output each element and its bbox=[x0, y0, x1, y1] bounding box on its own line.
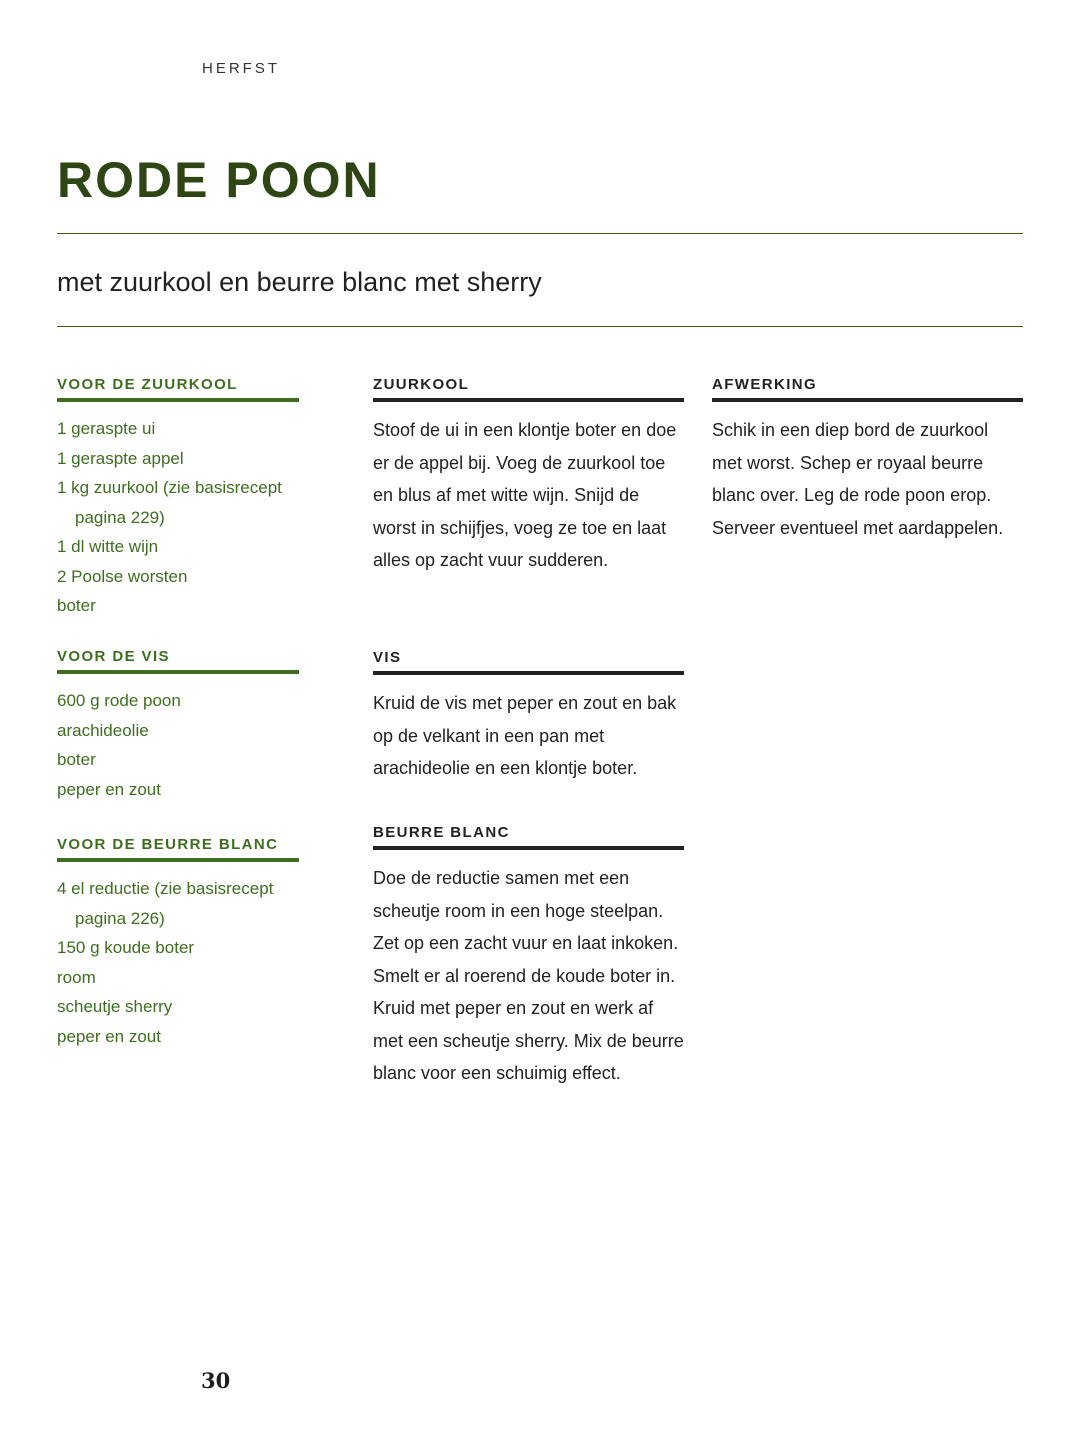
ingredient-item: room bbox=[57, 967, 96, 987]
ingredient-group-heading: VOOR DE BEURRE BLANC bbox=[57, 836, 299, 862]
recipe-subtitle: met zuurkool en beurre blanc met sherry bbox=[57, 267, 542, 297]
ingredient-group-zuurkool bbox=[57, 376, 299, 648]
ingredient-item: scheutje sherry bbox=[57, 997, 173, 1016]
ingredient-group-heading: VOOR DE ZUURKOOL bbox=[57, 376, 299, 402]
subtitle-divider bbox=[57, 326, 1023, 327]
ingredient-item: peper en zout bbox=[57, 779, 161, 799]
finish-heading: AFWERKING bbox=[712, 376, 1023, 402]
title-divider bbox=[57, 233, 1023, 234]
ingredient-item: 1 kg zuurkool (zie basisrecept pagina 229) bbox=[57, 478, 282, 527]
step-heading: BEURRE BLANC bbox=[373, 824, 684, 850]
ingredient-item: peper en zout bbox=[57, 1026, 161, 1046]
step-heading: ZUURKOOL bbox=[373, 376, 684, 402]
step-text: Stoof de ui in een klontje boter en doe er de appel bij. Voeg de zuurkool toe en blus af met witte wijn. Snijd de worst in schijfjes, voeg ze toe en laat alles op zacht vuur sudderen. bbox=[373, 420, 677, 570]
finish-column bbox=[712, 376, 1023, 544]
finish-text: Schik in een diep bord de zuurkool met worst. Schep er royaal beurre blanc over. Leg de rode poon erop. Serveer eventueel met aardappelen. bbox=[712, 420, 1004, 538]
section-label: HERFST bbox=[202, 60, 280, 77]
ingredient-item: 2 Poolse worsten bbox=[57, 566, 188, 586]
ingredient-group-heading: VOOR DE VIS bbox=[57, 648, 299, 674]
ingredient-item: 1 geraspte ui bbox=[57, 419, 156, 438]
ingredient-item: boter bbox=[57, 750, 96, 769]
ingredient-group-beurre-blanc bbox=[57, 836, 299, 1051]
step-vis bbox=[373, 649, 684, 824]
step-beurre-blanc bbox=[373, 824, 684, 1090]
ingredient-item: arachideolie bbox=[57, 720, 149, 740]
ingredient-item: 1 dl witte wijn bbox=[57, 537, 159, 556]
ingredients-column bbox=[57, 376, 299, 1051]
ingredient-list bbox=[57, 414, 299, 621]
step-text: Kruid de vis met peper en zout en bak op de velkant in een pan met arachideolie en een klontje boter. bbox=[373, 693, 677, 778]
recipe-title: RODE POON bbox=[57, 152, 381, 208]
method-column bbox=[373, 376, 684, 1090]
ingredient-item: boter bbox=[57, 596, 96, 615]
page-number: 30 bbox=[201, 1368, 231, 1393]
step-heading: VIS bbox=[373, 649, 684, 675]
step-text: Doe de reductie samen met een scheutje room in een hoge steelpan. Zet op een zacht vuur en laat inkoken. Smelt er al roerend de koude boter in. Kruid met peper en zout en werk af met een scheutje sherry. Mix de beurre blanc voor een schuimig effect. bbox=[373, 868, 684, 1083]
ingredient-list bbox=[57, 686, 299, 804]
ingredient-list bbox=[57, 874, 299, 1051]
ingredient-item: 1 geraspte appel bbox=[57, 448, 184, 468]
ingredient-item: 600 g rode poon bbox=[57, 691, 181, 710]
step-zuurkool bbox=[373, 376, 684, 649]
ingredient-item: 150 g koude boter bbox=[57, 938, 195, 957]
ingredient-group-vis bbox=[57, 648, 299, 836]
ingredient-item: 4 el reductie (zie basisrecept pagina 226) bbox=[57, 879, 274, 928]
